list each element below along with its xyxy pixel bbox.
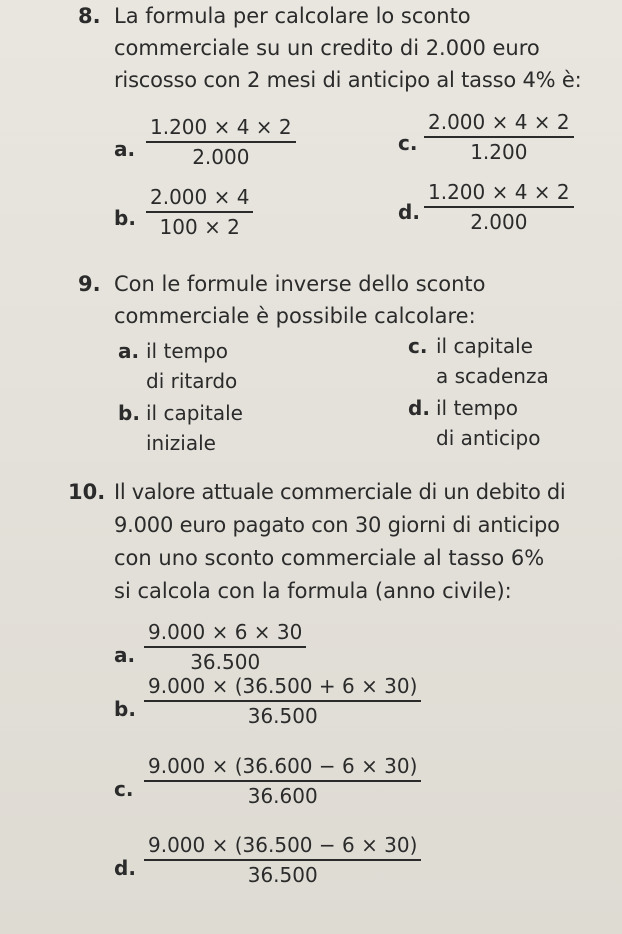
denominator: 36.600	[247, 784, 318, 808]
option-text: il capitale	[146, 401, 243, 425]
option-letter: a.	[114, 643, 136, 667]
fraction	[424, 180, 574, 234]
option-text: a scadenza	[436, 364, 549, 388]
option-letter: d.	[408, 396, 430, 420]
denominator: 100 × 2	[159, 215, 240, 239]
question-text-line: Il valore attuale commerciale di un debito di	[114, 480, 566, 504]
denominator: 2.000	[470, 210, 528, 234]
numerator: 9.000 × (36.500 − 6 × 30)	[144, 833, 421, 861]
fraction	[424, 110, 574, 164]
question-text-line: commerciale su un credito di 2.000 euro	[114, 36, 540, 60]
option-text: di anticipo	[436, 426, 541, 450]
fraction	[146, 185, 253, 239]
option-text: di ritardo	[146, 369, 238, 393]
option-letter: a.	[114, 137, 136, 161]
question-text-line: riscosso con 2 mesi di anticipo al tasso 4% è:	[114, 68, 582, 92]
numerator: 1.200 × 4 × 2	[424, 180, 574, 208]
fraction	[144, 754, 421, 808]
numerator: 2.000 × 4	[146, 185, 253, 213]
numerator: 1.200 × 4 × 2	[146, 115, 296, 143]
fraction	[146, 115, 296, 169]
option-letter: c.	[398, 131, 418, 155]
denominator: 36.500	[247, 704, 318, 728]
option-letter: c.	[114, 777, 134, 801]
question-number: 8.	[78, 4, 101, 28]
option-text: il tempo	[146, 339, 229, 363]
option-letter: b.	[118, 401, 140, 425]
fraction	[144, 833, 421, 887]
question-text-line: 9.000 euro pagato con 30 giorni di anticipo	[114, 513, 560, 537]
question-text-line: Con le formule inverse dello sconto	[114, 272, 486, 296]
question-number: 9.	[78, 272, 101, 296]
denominator: 1.200	[470, 140, 528, 164]
fraction	[144, 674, 421, 728]
question-text-line: si calcola con la formula (anno civile):	[114, 579, 512, 603]
numerator: 2.000 × 4 × 2	[424, 110, 574, 138]
denominator: 36.500	[190, 650, 261, 674]
question-text-line: con uno sconto commerciale al tasso 6%	[114, 546, 545, 570]
option-letter: d.	[398, 200, 420, 224]
option-letter: d.	[114, 856, 136, 880]
option-letter: a.	[118, 339, 140, 363]
question-number: 10.	[68, 480, 106, 504]
option-letter: b.	[114, 206, 136, 230]
question-text-line: commerciale è possibile calcolare:	[114, 304, 476, 328]
numerator: 9.000 × (36.500 + 6 × 30)	[144, 674, 421, 702]
denominator: 36.500	[247, 863, 318, 887]
question-text-line: La formula per calcolare lo sconto	[114, 4, 471, 28]
option-text: il tempo	[436, 396, 519, 420]
numerator: 9.000 × (36.600 − 6 × 30)	[144, 754, 421, 782]
numerator: 9.000 × 6 × 30	[144, 620, 306, 648]
option-letter: c.	[408, 334, 428, 358]
fraction	[144, 620, 306, 674]
option-text: iniziale	[146, 431, 216, 455]
option-text: il capitale	[436, 334, 533, 358]
denominator: 2.000	[192, 145, 250, 169]
option-letter: b.	[114, 697, 136, 721]
